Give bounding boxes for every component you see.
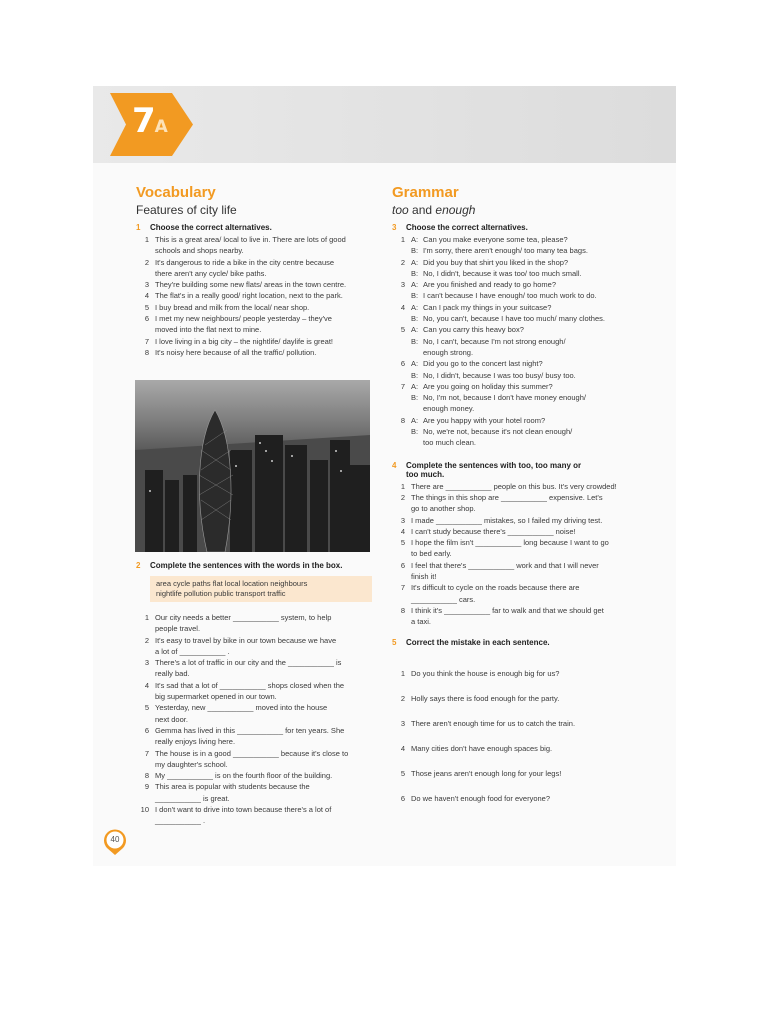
item-text: It's noisy here because of all the traffic/ pollution. <box>155 347 317 357</box>
item-text: I feel that there's ___________ work and that I will never finish it! <box>411 560 599 582</box>
item-number: 6 <box>144 314 149 324</box>
section-subtitle <box>392 203 642 217</box>
exercise-3-list <box>392 234 642 449</box>
dialogue-text: No, you can't, because I have too much/ many clothes. <box>423 314 605 324</box>
exercise-4-heading <box>392 461 642 479</box>
exercise-1-heading <box>136 223 372 232</box>
vocabulary-section <box>136 184 372 358</box>
item-text: Holly says there is food enough for the party. <box>411 693 560 703</box>
word-box-line: nightlife pollution public transport traffic <box>156 589 286 598</box>
speaker-label: B: <box>411 336 419 346</box>
page-number: 40 <box>110 835 120 844</box>
item-number: 4 <box>400 526 405 536</box>
item-number: 5 <box>400 768 405 778</box>
exercise-number: 3 <box>392 223 397 232</box>
item-number: 2 <box>400 693 405 703</box>
item-number: 1 <box>400 668 405 678</box>
exercise-instruction: Choose the correct alternatives. <box>150 223 272 232</box>
speaker-label: A: <box>411 235 419 244</box>
item-number: 8 <box>400 415 405 425</box>
exercise-item <box>392 736 642 761</box>
exercise-item <box>392 711 642 736</box>
item-number <box>392 336 405 359</box>
dialogue-text: Are you finished and ready to go home? <box>423 280 557 290</box>
exercise-item <box>392 560 642 583</box>
item-number: 4 <box>144 291 149 301</box>
exercise-instruction: Correct the mistake in each sentence. <box>406 637 550 647</box>
item-text: Gemma has lived in this ___________ for ten years. She really enjoys living here. <box>155 725 345 747</box>
dialogue-text: Are you going on holiday this summer? <box>423 381 553 391</box>
item-number: 3 <box>144 280 149 290</box>
exercise-item <box>136 612 372 635</box>
exercise-2-list <box>136 612 372 827</box>
item-number <box>392 313 405 324</box>
item-text: They're building some new flats/ areas in the town centre. <box>155 280 347 290</box>
exercise-item <box>136 347 372 358</box>
item-text: Many cities don't have enough spaces big. <box>411 743 553 753</box>
item-number: 5 <box>144 302 149 312</box>
item-number <box>392 426 405 449</box>
item-text: There are ___________ people on this bus. It's very crowded! <box>411 481 617 491</box>
speaker-label: B: <box>411 427 419 437</box>
dialogue-line <box>392 234 642 245</box>
grammar-section <box>392 184 642 811</box>
exercise-item <box>136 635 372 658</box>
exercise-item <box>136 657 372 680</box>
section-title: Vocabulary <box>136 184 216 201</box>
item-text: It's sad that a lot of ___________ shops closed when the big supermarket opened in our town. <box>155 680 345 702</box>
dialogue-line <box>392 324 642 335</box>
exercise-item <box>392 492 642 515</box>
dialogue-text: No, I didn't, because I was too busy/ busy too. <box>423 370 576 380</box>
dialogue-text: No, I'm not, because I don't have money enough/ enough money. <box>423 393 586 414</box>
city-skyline-illustration <box>135 380 370 552</box>
item-text: Do you think the house is enough big for us? <box>411 668 560 678</box>
item-text: Yesterday, new ___________ moved into the house next door. <box>155 703 328 724</box>
dialogue-line <box>392 245 642 256</box>
subtitle-enough: enough <box>435 203 476 217</box>
item-text: I buy bread and milk from the local/ near shop. <box>155 302 310 312</box>
exercise-item <box>136 279 372 290</box>
exercise-item <box>392 761 642 786</box>
exercise-number: 1 <box>136 223 141 232</box>
item-number: 2 <box>400 257 405 267</box>
item-text: This area is popular with students because the ___________ is great. <box>155 782 310 803</box>
exercise-item <box>136 336 372 347</box>
item-text: The things in this shop are ___________ expensive. Let's go to another shop. <box>411 492 603 514</box>
exercise-instruction: Complete the sentences with too, too many or too much. <box>406 460 582 479</box>
word-box <box>150 576 372 602</box>
item-number: 2 <box>144 635 149 645</box>
dialogue-text: I'm sorry, there aren't enough/ too many tea bags. <box>423 246 588 256</box>
exercise-item <box>392 661 642 686</box>
item-text: I made ___________ mistakes, so I failed my driving test. <box>411 515 603 525</box>
word-box-line: area cycle paths flat local location neighbours <box>156 579 308 588</box>
exercise-number: 2 <box>136 561 141 570</box>
exercise-item <box>136 680 372 703</box>
dialogue-line <box>392 313 642 324</box>
dialogue-text: Can you make everyone some tea, please? <box>423 235 568 244</box>
exercise-1-list <box>136 234 372 358</box>
dialogue-text: Did you go to the concert last night? <box>423 359 543 369</box>
exercise-2-section <box>136 561 372 827</box>
exercise-item <box>136 313 372 336</box>
item-number <box>392 290 405 301</box>
exercise-item <box>392 515 642 526</box>
item-text: I met my new neighbours/ people yesterday – they've moved into the flat next to mine. <box>155 314 332 335</box>
item-number: 6 <box>144 725 149 735</box>
exercise-item <box>136 804 372 827</box>
exercise-item <box>136 234 372 257</box>
exercise-item <box>136 290 372 301</box>
item-text: The flat's in a really good/ right location, next to the park. <box>155 291 343 301</box>
exercise-item <box>392 526 642 537</box>
dialogue-line <box>392 392 642 415</box>
dialogue-text: Can you carry this heavy box? <box>423 325 524 335</box>
item-text: I don't want to drive into town because there's a lot of ___________ . <box>155 805 332 826</box>
exercise-instruction: Choose the correct alternatives. <box>406 223 528 232</box>
item-number: 6 <box>400 793 405 803</box>
dialogue-line <box>392 426 642 449</box>
item-number <box>392 268 405 279</box>
item-number: 8 <box>400 605 405 615</box>
exercise-item <box>392 481 642 492</box>
speaker-label: B: <box>411 291 419 301</box>
section-title: Grammar <box>392 184 459 201</box>
exercise-item <box>136 748 372 771</box>
speaker-label: A: <box>411 325 419 335</box>
section-subtitle: Features of city life <box>136 203 237 217</box>
item-number: 6 <box>400 560 405 570</box>
exercise-item <box>392 582 642 605</box>
item-text: Those jeans aren't enough long for your legs! <box>411 768 562 778</box>
unit-label <box>132 101 168 141</box>
item-text: It's difficult to cycle on the roads because there are ___________ cars. <box>411 583 580 604</box>
speaker-label: B: <box>411 246 419 256</box>
item-number: 8 <box>144 771 149 781</box>
dialogue-text: Are you happy with your hotel room? <box>423 415 546 425</box>
item-text: This is a great area/ local to live in. There are lots of good schools and shops nearby. <box>155 235 346 256</box>
dialogue-line <box>392 381 642 392</box>
item-number: 3 <box>400 718 405 728</box>
dialogue-line <box>392 257 642 268</box>
item-number: 1 <box>144 613 149 622</box>
item-text: Do we haven't enough food for everyone? <box>411 793 551 803</box>
item-text: I think it's ___________ far to walk and that we should get a taxi. <box>411 605 604 627</box>
exercise-5-list <box>392 661 642 811</box>
item-number: 7 <box>144 336 149 346</box>
dialogue-text: No, I can't, because I'm not strong enough/ enough strong. <box>423 336 566 357</box>
item-number: 10 <box>140 805 149 815</box>
item-number: 1 <box>144 235 149 244</box>
speaker-label: A: <box>411 257 419 267</box>
item-number <box>392 370 405 381</box>
speaker-label: B: <box>411 393 419 403</box>
item-number <box>392 245 405 256</box>
exercise-item <box>136 781 372 804</box>
speaker-label: A: <box>411 359 419 369</box>
exercise-item <box>136 770 372 781</box>
item-number: 5 <box>400 325 405 335</box>
dialogue-line <box>392 358 642 369</box>
exercise-3-heading <box>392 223 642 232</box>
dialogue-line <box>392 290 642 301</box>
item-number: 1 <box>400 481 405 491</box>
city-skyline-photo <box>135 380 370 552</box>
speaker-label: A: <box>411 302 419 312</box>
subtitle-and: and <box>408 203 436 217</box>
exercise-item <box>136 702 372 725</box>
speaker-label: A: <box>411 415 419 425</box>
item-text: Our city needs a better ___________ system, to help people travel. <box>155 613 332 634</box>
exercise-instruction: Complete the sentences with the words in the box. <box>150 561 343 570</box>
item-text: My ___________ is on the fourth floor of the building. <box>155 771 333 781</box>
exercise-item <box>392 605 642 628</box>
dialogue-line <box>392 302 642 313</box>
unit-number: 7 <box>132 101 155 141</box>
dialogue-line <box>392 415 642 426</box>
page-number-marker <box>101 826 129 856</box>
subtitle-too: too <box>392 203 409 217</box>
exercise-number: 5 <box>392 637 397 647</box>
dialogue-line <box>392 370 642 381</box>
speaker-label: A: <box>411 381 419 391</box>
item-number: 3 <box>400 515 405 525</box>
item-number: 6 <box>400 359 405 369</box>
speaker-label: B: <box>411 314 419 324</box>
item-number: 1 <box>400 235 405 244</box>
item-number: 7 <box>400 583 405 593</box>
item-number: 8 <box>144 347 149 357</box>
item-number <box>392 392 405 415</box>
exercise-item <box>392 786 642 811</box>
item-number: 5 <box>400 538 405 548</box>
exercise-item <box>136 302 372 313</box>
item-number: 5 <box>144 703 149 713</box>
item-text: There's a lot of traffic in our city and the ___________ is really bad. <box>155 658 342 679</box>
speaker-label: B: <box>411 370 419 380</box>
item-number: 2 <box>144 257 149 267</box>
dialogue-text: No, we're not, because it's not clean enough/ too much clean. <box>423 427 573 448</box>
item-text: The house is in a good ___________ because it's close to my daughter's school. <box>155 748 349 769</box>
exercise-item <box>392 537 642 560</box>
dialogue-text: Did you buy that shirt you liked in the shop? <box>423 257 569 267</box>
speaker-label: A: <box>411 280 419 290</box>
dialogue-line <box>392 279 642 290</box>
unit-letter: A <box>154 117 168 137</box>
item-text: I hope the film isn't ___________ long because I want to go to bed early. <box>411 538 609 559</box>
exercise-4-list <box>392 481 642 628</box>
exercise-item <box>136 257 372 280</box>
dialogue-text: I can't because I have enough/ too much work to do. <box>423 291 597 301</box>
exercise-number: 4 <box>392 460 397 470</box>
exercise-item <box>136 725 372 748</box>
item-number: 4 <box>400 302 405 312</box>
item-number: 3 <box>144 658 149 668</box>
item-text: It's dangerous to ride a bike in the city centre because there aren't any cycle/ bike paths. <box>155 257 335 278</box>
exercise-2-heading <box>136 561 372 570</box>
exercise-item <box>392 686 642 711</box>
dialogue-text: No, I didn't, because it was too/ too much small. <box>423 268 582 278</box>
item-number: 3 <box>400 280 405 290</box>
item-text: I love living in a big city – the nightlife/ daylife is great! <box>155 336 334 346</box>
item-text: It's easy to travel by bike in our town because we have a lot of ___________ . <box>155 635 337 656</box>
item-number: 4 <box>144 680 149 690</box>
item-number: 9 <box>144 782 149 792</box>
item-text: I can't study because there's ___________ noise! <box>411 526 576 536</box>
item-number: 7 <box>144 748 149 758</box>
exercise-5-heading <box>392 638 642 647</box>
item-text: There aren't enough time for us to catch the train. <box>411 718 576 728</box>
item-number: 2 <box>400 492 405 502</box>
dialogue-line <box>392 268 642 279</box>
item-number: 7 <box>400 381 405 391</box>
dialogue-line <box>392 336 642 359</box>
unit-badge <box>110 93 193 156</box>
item-number: 4 <box>400 743 405 753</box>
dialogue-text: Can I pack my things in your suitcase? <box>423 302 552 312</box>
speaker-label: B: <box>411 268 419 278</box>
